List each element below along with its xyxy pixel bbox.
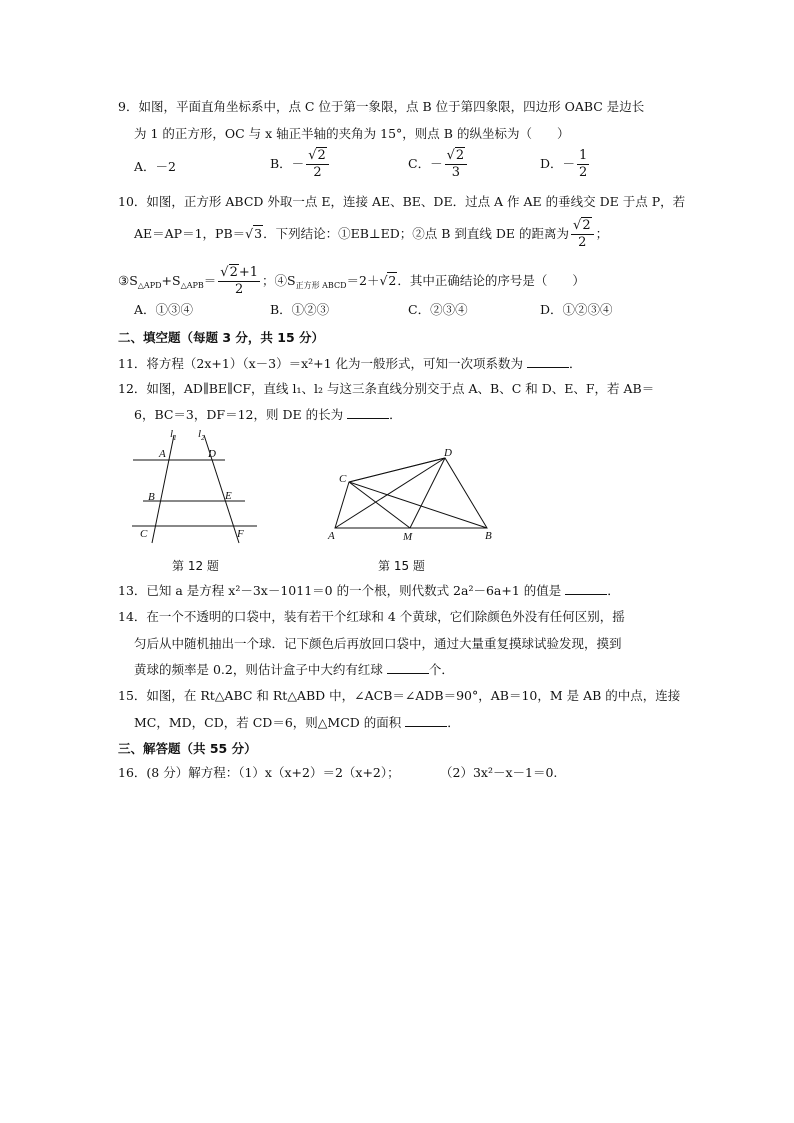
q9-option-b-denominator: 2 <box>313 165 322 180</box>
q10-line3-s1: ③S <box>118 273 138 288</box>
segment-cb <box>349 482 487 528</box>
label-a: A <box>328 530 335 542</box>
section-2-heading: 二、填空题（每题 3 分，共 15 分） <box>118 330 325 345</box>
q10-line3-plus: +S <box>161 273 181 288</box>
q11-end: ． <box>569 356 582 371</box>
label-l1: $l_1$ <box>170 428 177 442</box>
label-b: B <box>485 530 492 542</box>
figure-12 <box>128 425 263 547</box>
q9-line1: 9．如图，平面直角坐标系中，点 C 位于第一象限，点 B 位于第四象限，四边形 OABC 是边长 <box>118 99 645 114</box>
q9-option-d <box>540 148 591 181</box>
q10-line3-frac-radicand: 2 <box>229 265 238 280</box>
segment-dm <box>410 458 445 528</box>
q15-line2 <box>134 713 460 733</box>
q10-line2-start: AE＝AP＝1，PB＝ <box>134 226 246 241</box>
label-b: B <box>148 491 155 503</box>
q10-line3-fraction: $\frac{√2+1}{2}$ <box>220 265 259 297</box>
q15-blank <box>405 714 447 727</box>
q12-end: ． <box>389 407 402 422</box>
q10-line2-radicand: 3 <box>254 226 263 241</box>
q12-line1: 12．如图，AD∥BE∥CF，直线 l₁、l₂ 与这三条直线分别交于点 A、B、C 和 D、E、F，若 AB＝ <box>118 381 655 396</box>
q9-option-d-numerator: 1 <box>579 148 588 163</box>
q10-line2-frac-denominator: 2 <box>578 235 587 250</box>
segment-cd <box>349 458 445 482</box>
q15-line1: 15．如图，在 Rt△ABC 和 Rt△ABD 中，∠ACB＝∠ADB＝90°，AB＝10，M 是 AB 的中点，连接 <box>118 688 681 703</box>
q12-text: 6，BC＝3，DF＝12，则 DE 的长为 <box>134 407 344 422</box>
q9-option-d-fraction <box>577 148 589 181</box>
q14-line1: 14．在一个不透明的口袋中，装有若干个红球和 4 个黄球，它们除颜色外没有任何区别，摇 <box>118 609 625 624</box>
q9-option-a: A．－2 <box>134 159 176 174</box>
q9-option-b <box>270 148 331 181</box>
q15-end: ． <box>447 715 460 730</box>
label-m: M <box>403 531 413 543</box>
segment-cm <box>349 482 410 528</box>
label-d: D <box>208 448 216 460</box>
q10-line3-sub3: 正方形 ABCD <box>295 281 347 290</box>
q14-blank <box>387 661 429 674</box>
q11-text: 11．将方程（2x+1）（x－3）＝x²+1 化为一般形式，可知一次项系数为 <box>118 356 524 371</box>
q13-text: 13．已知 a 是方程 x²－3x－1011＝0 的一个根，则代数式 2a²－6a+1 的值是 <box>118 583 562 598</box>
quadrilateral-acdb <box>335 458 487 528</box>
q10-line3-sub1: △APD <box>137 281 162 290</box>
q10-line3-value: ＝2＋ <box>346 273 380 288</box>
q12-blank <box>347 406 389 419</box>
q9-option-c-prefix: C．－ <box>408 156 443 171</box>
label-d: D <box>444 447 452 459</box>
q13-blank <box>565 582 607 595</box>
q10-option-d: D．①②③④ <box>540 302 613 317</box>
q9-option-d-prefix: D．－ <box>540 156 576 171</box>
q9-option-b-prefix: B．－ <box>270 156 305 171</box>
q10-line2: AE＝AP＝1，PB＝√3．下列结论：①EB⊥ED；②点 B 到直线 DE 的距离为 $\frac{√2}{2}$ ； <box>134 218 609 250</box>
q10-line3: $③S_{\triangle APD}+S_{\triangle APB}=$ $\frac{√2+1}{2}$ ；$④S_{正方形 ABCD}=2+√2$．其中正确结论的序号是（ ） <box>118 265 585 297</box>
label-c: C <box>140 528 148 540</box>
q14-text: 黄球的频率是 0.2，则估计盒子中大约有红球 <box>134 662 383 677</box>
label-l2: $l_2$ <box>198 428 205 442</box>
q9-option-b-radicand: 2 <box>317 148 326 163</box>
q14-line3 <box>134 660 454 680</box>
figure-15-caption: 第 15 题 <box>378 559 425 573</box>
q14-line2: 匀后从中随机抽出一个球．记下颜色后再放回口袋中，通过大量重复摸球试验发现，摸到 <box>134 636 622 651</box>
q16-part1: 16．(8 分）解方程：（1）x（x+2）＝2（x+2）； <box>118 765 400 780</box>
figure-15 <box>325 440 500 545</box>
q14-end: 个． <box>428 662 454 677</box>
q11-blank <box>527 355 569 368</box>
q9-option-c-denominator: 3 <box>451 165 460 180</box>
q13-end: ． <box>607 583 620 598</box>
q10-line3-sub2: △APB <box>180 281 204 290</box>
q9-line2: 为 1 的正方形，OC 与 x 轴正半轴的夹角为 15°，则点 B 的纵坐标为（ ） <box>134 126 570 141</box>
q11-line <box>118 354 582 374</box>
q10-line2-end: ； <box>595 226 609 241</box>
figure-12-caption: 第 12 题 <box>172 559 219 573</box>
section-3-heading: 三、解答题（共 55 分） <box>118 741 257 756</box>
label-a: A <box>159 448 166 460</box>
label-f: F <box>237 528 244 540</box>
q16-part2: （2）3x²－x－1＝0. <box>440 765 558 780</box>
q12-line2 <box>134 405 402 425</box>
q10-line3-radicand: 2 <box>388 273 397 288</box>
q10-line2-frac-radicand: 2 <box>582 218 591 233</box>
q9-option-b-fraction: $\frac{√2}{2}$ <box>306 148 329 181</box>
q10-option-b: B．①②③ <box>270 302 330 317</box>
q9-option-c <box>408 148 469 181</box>
q10-line2-fraction: $\frac{√2}{2}$ <box>571 218 594 251</box>
label-e: E <box>225 490 232 502</box>
q9-option-d-denominator: 2 <box>579 165 588 180</box>
q10-option-a: A．①③④ <box>134 302 194 317</box>
q15-text: MC，MD，CD，若 CD＝6，则△MCD 的面积 <box>134 715 402 730</box>
segment-ad <box>335 458 445 528</box>
label-c: C <box>339 473 347 485</box>
q10-line3-end: ．其中正确结论的序号是（ ） <box>397 273 585 288</box>
q10-option-c: C．②③④ <box>408 302 468 317</box>
q10-line3-s4: ；④S <box>262 273 296 288</box>
q10-line3-frac-denominator: 2 <box>235 282 244 297</box>
q13-line <box>118 581 620 601</box>
q10-line3-frac-tail: +1 <box>238 265 259 280</box>
q9-option-c-radicand: 2 <box>455 148 465 163</box>
q10-line3-eq: ＝ <box>203 273 217 288</box>
q10-line2-mid: ．下列结论：①EB⊥ED；②点 B 到直线 DE 的距离为 <box>263 226 570 241</box>
q9-option-c-fraction: $\frac{√2}{3}$ <box>445 148 468 181</box>
q10-line1: 10．如图，正方形 ABCD 外取一点 E，连接 AE、BE、DE．过点 A 作 AE 的垂线交 DE 于点 P，若 <box>118 194 686 209</box>
